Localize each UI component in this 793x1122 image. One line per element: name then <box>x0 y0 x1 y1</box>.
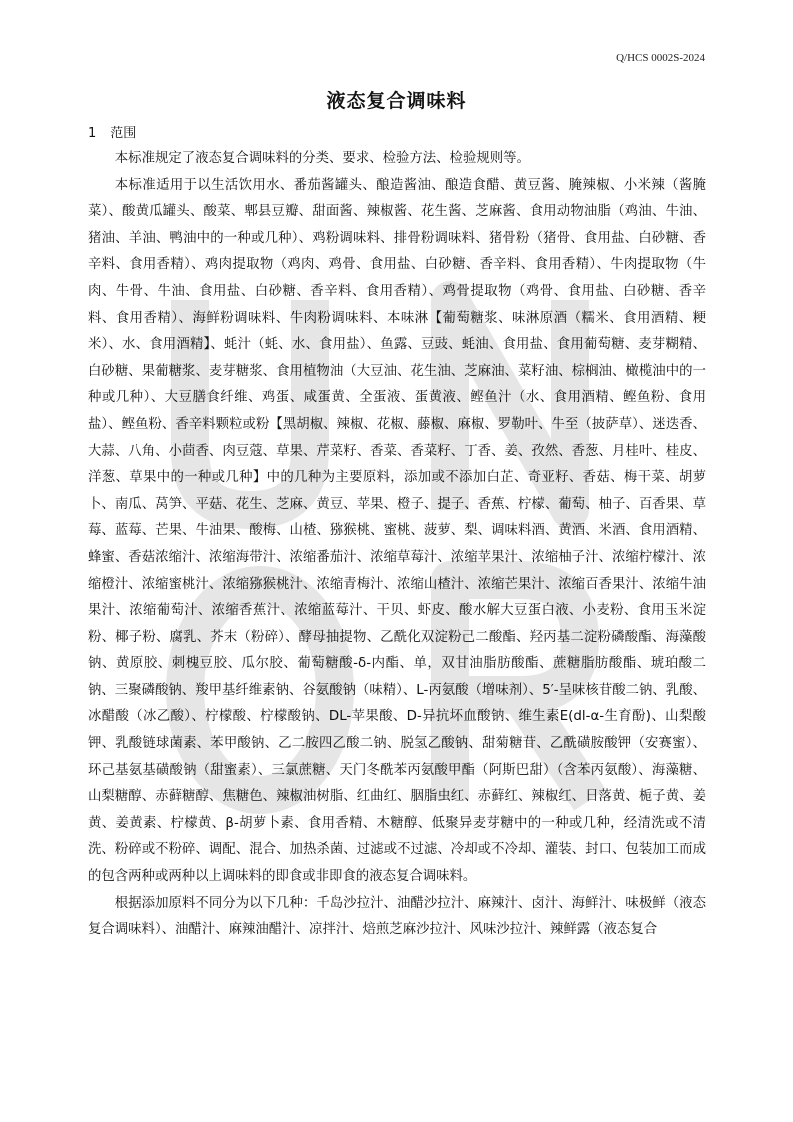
document-title: 液态复合调味料 <box>326 90 467 112</box>
section-number: 1 <box>88 126 97 141</box>
section-heading <box>88 122 136 141</box>
paragraph-classification: 根据添加原料不同分为以下几种：千岛沙拉汁、油醋沙拉汁、麻辣汁、卤汁、海鲜汁、味极鲜（液态复合调味料）、油醋汁、麻辣油醋汁、凉拌汁、焙煎芝麻沙拉汁、风味沙拉汁、辣鲜露（液态复合 <box>88 895 706 938</box>
section-title: 范围 <box>110 126 137 141</box>
paragraph-scope: 本标准规定了液态复合调味料的分类、要求、检验方法、检验规则等。 <box>114 151 530 166</box>
document-code: Q/HCS 0002S-2024 <box>616 52 705 64</box>
paragraph-applicability: 本标准适用于以生活饮用水、番茄酱罐头、酿造酱油、酿造食醋、黄豆酱、腌辣椒、小米辣（酱腌菜）、酸黄瓜罐头、酸菜、郫县豆瓣、甜面酱、辣椒酱、花生酱、芝麻酱、食用动物油脂（鸡油、牛油、猪油、羊油、鸭油中的一种或几种）、鸡粉调味料、排骨粉调味料、猪骨粉（猪骨、食用盐、白砂糖、香辛料、食用香精）、鸡肉提取物（鸡肉、鸡骨、食用盐、白砂糖、香辛料、食用香精）、牛肉提取物（牛肉、牛骨、牛油、食用盐、白砂糖、香辛料、食用香精）、鸡骨提取物（鸡骨、食用盐、白砂糖、香辛料、食用香精）、海鲜粉调味料、牛肉粉调味料、本味淋【葡萄糖浆、味淋原酒（糯米、食用酒精、粳米）、水、食用酒精】、蚝汁（蚝、水、食用盐）、鱼露、豆豉、蚝油、食用盐、食用葡萄糖、麦芽糊精、白砂糖、果葡糖浆、麦芽糖浆、食用植物油（大豆油、花生油、芝麻油、菜籽油、棕榈油、橄榄油中的一种或几种）、大豆膳食纤维、鸡蛋、咸蛋黄、全蛋液、蛋黄液、鲣鱼汁（水、食用酒精、鲣鱼粉、食用盐）、鲣鱼粉、香辛料颗粒或粉【黑胡椒、辣椒、花椒、藤椒、麻椒、罗勒叶、牛至（披萨草）、迷迭香、大蒜、八角、小茴香、肉豆蔻、草果、芹菜籽、香菜、香菜籽、丁香、姜、孜然、香葱、月桂叶、桂皮、洋葱、草果中的一种或几种】中的几种为主要原料，添加或不添加白芷、奇亚籽、香菇、梅干菜、胡萝卜、南瓜、莴笋、平菇、花生、芝麻、黄豆、苹果、橙子、提子、香蕉、柠檬、葡萄、柚子、百香果、草莓、蓝莓、芒果、牛油果、酸梅、山楂、猕猴桃、蜜桃、菠萝、梨、调味料酒、黄酒、米酒、食用酒精、蜂蜜、香菇浓缩汁、浓缩海带汁、浓缩番茄汁、浓缩草莓汁、浓缩苹果汁、浓缩柚子汁、浓缩柠檬汁、浓缩橙汁、浓缩蜜桃汁、浓缩猕猴桃汁、浓缩青梅汁、浓缩山楂汁、浓缩芒果汁、浓缩百香果汁、浓缩牛油果汁、浓缩葡萄汁、浓缩香蕉汁、浓缩蓝莓汁、干贝、虾皮、酸水解大豆蛋白液、小麦粉、食用玉米淀粉、椰子粉、腐乳、芥末（粉碎）、酵母抽提物、乙酰化双淀粉己二酸酯、羟丙基二淀粉磷酸酯、海藻酸钠、黄原胶、刺槐豆胶、瓜尔胶、葡萄糖酸-δ-内酯、单，双甘油脂肪酸酯、蔗糖脂肪酸酯、琥珀酸二钠、三聚磷酸钠、羧甲基纤维素钠、谷氨酸钠（味精）、L-丙氨酸（增味剂）、5′-呈味核苷酸二钠、乳酸、冰醋酸（冰乙酸）、柠檬酸、柠檬酸钠、DL-苹果酸、D-异抗坏血酸钠、维生素E(dl-α-生育酚)、山梨酸钾、乳酸链球菌素、苯甲酸钠、乙二胺四乙酸二钠、脱氢乙酸钠、甜菊糖苷、乙酰磺胺酸钾（安赛蜜）、环己基氨基磺酸钠（甜蜜素）、三氯蔗糖、天门冬酰苯丙氨酸甲酯（阿斯巴甜）（含苯丙氨酸）、海藻糖、山梨糖醇、赤藓糖醇、焦糖色、辣椒油树脂、红曲红、胭脂虫红、赤藓红、辣椒红、日落黄、栀子黄、姜黄、姜黄素、柠檬黄、β-胡萝卜素、食用香精、木糖醇、低聚异麦芽糖中的一种或几种，经清洗或不清洗、粉碎或不粉碎、调配、混合、加热杀菌、过滤或不过滤、冷却或不冷却、灌装、封口、包装加工而成的包含两种或两种以上调味料的即食或非即食的液态复合调味料。 <box>88 177 706 885</box>
document-body <box>88 146 706 944</box>
